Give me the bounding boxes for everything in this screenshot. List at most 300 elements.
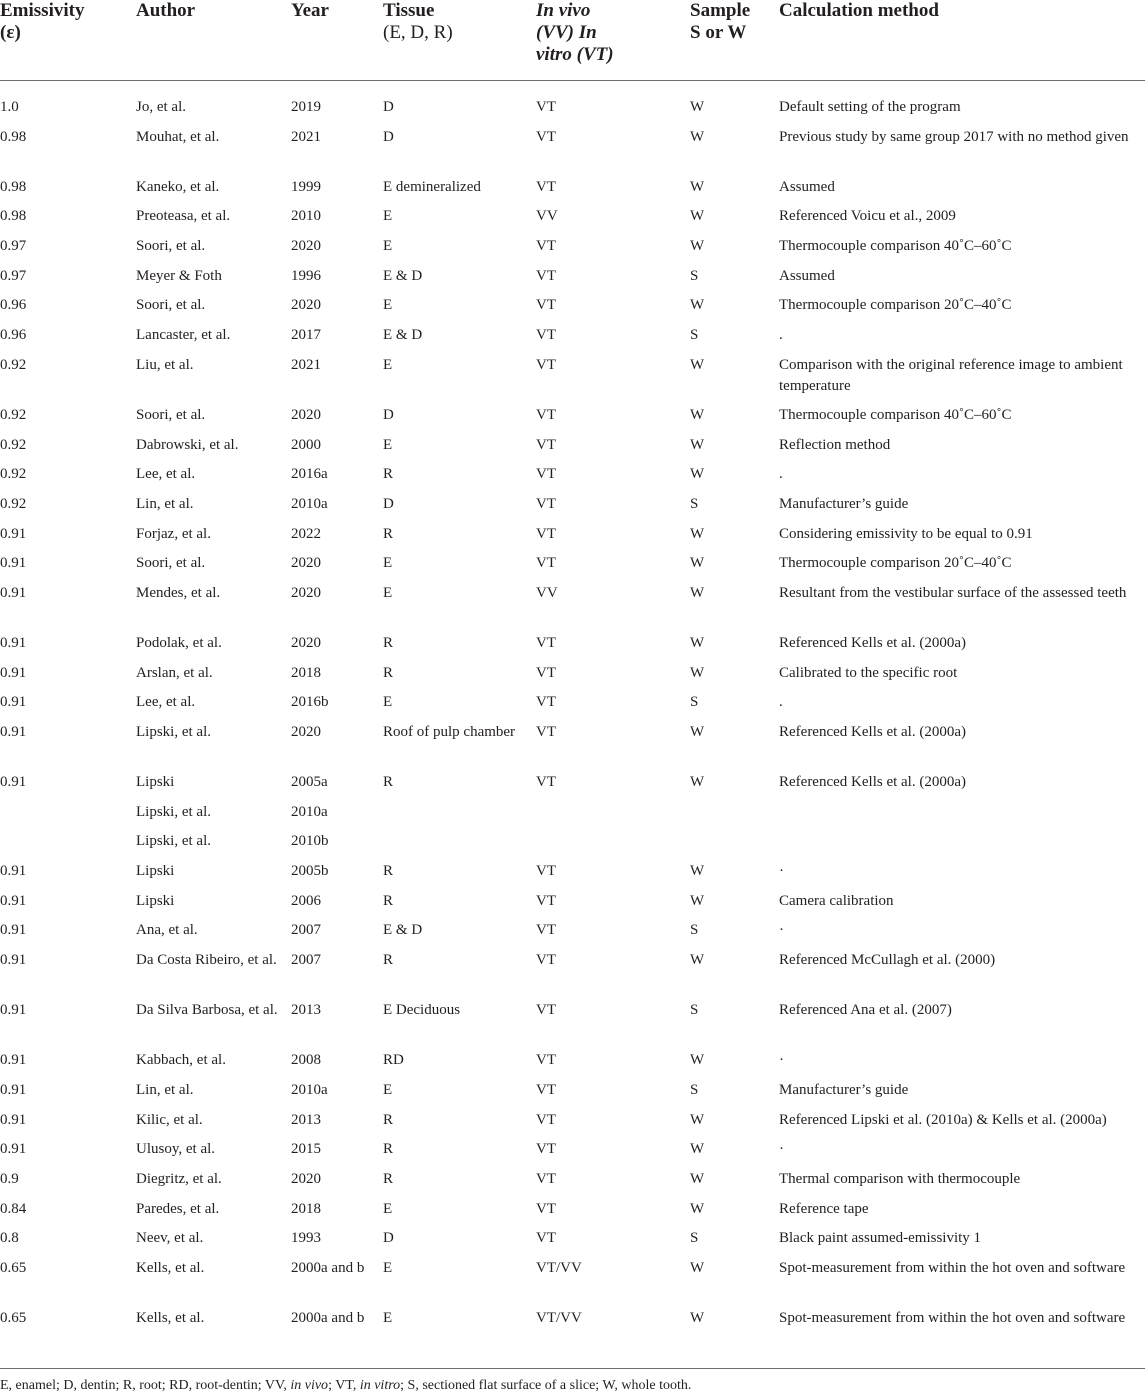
cell-invivo-invitro: VT [536,327,556,344]
cell-tissue: D [383,495,394,512]
table-row [0,891,1145,921]
header-calculation-method: Calculation method [779,0,1145,81]
table-row [0,831,1145,861]
cell-emissivity: 1.0 [0,99,19,115]
cell-year: 2010a [291,1081,328,1098]
cell-year: 2000a and b [291,1308,383,1369]
cell-emissivity [0,802,136,832]
cell-invivo-invitro: VT [536,238,556,255]
cell-author: Lancaster, et al. [136,327,231,344]
cell-invivo-invitro: VT [536,952,556,969]
cell-invivo-invitro: VT [536,724,556,740]
cell-author: Kabbach, et al. [136,1052,226,1069]
cell-year: 2020 [291,724,321,740]
cell-invivo-invitro: VT [536,1002,556,1019]
cell-calculation-method: . [779,466,783,483]
cell-invivo-invitro: VT [536,774,556,790]
cell-calculation-method [779,802,1145,832]
cell-year: 2000a and b [291,1259,365,1276]
cell-author: Lin, et al. [136,495,194,512]
cell-calculation-method [779,831,1145,861]
cell-year: 2007 [291,922,321,939]
cell-sample: W [690,892,705,909]
cell-sample: S [690,267,699,284]
cell-author: Forjaz, et al. [136,525,211,542]
cell-year: 2022 [291,525,321,542]
cell-sample: W [690,724,705,740]
cell-sample [690,802,779,832]
table-row [0,81,1145,127]
cell-invivo-invitro: VT [536,664,556,681]
cell-tissue: R [383,525,394,542]
cell-invivo-invitro: VT [536,863,556,880]
table-row [0,405,1145,435]
cell-author: Lipski [136,774,175,790]
header-row [0,0,1145,81]
cell-calculation-method: Comparison with the original reference image to ambient temperature [779,356,1123,394]
cell-author: Diegritz, et al. [136,1170,222,1187]
cell-tissue [383,802,536,832]
cell-author: Mouhat, et al. [136,128,220,145]
cell-calculation-method: Manufacturer’s guide [779,1081,909,1098]
cell-year: 1996 [291,267,321,284]
cell-sample: W [690,99,705,115]
cell-author: Soori, et al. [136,406,206,423]
cell-tissue: R [383,863,394,880]
cell-author: Paredes, et al. [136,1200,220,1217]
cell-calculation-method: Referenced McCullagh et al. (2000) [779,952,996,969]
cell-author: Ulusoy, et al. [136,1141,216,1158]
cell-author: Lin, et al. [136,1081,194,1098]
cell-year: 2020 [291,584,321,601]
cell-year: 2006 [291,892,321,909]
cell-year: 2000 [291,436,321,453]
cell-invivo-invitro: VT [536,634,556,651]
cell-year: 2019 [291,99,321,115]
cell-year: 2020 [291,297,321,314]
cell-sample: S [690,1230,699,1247]
cell-calculation-method: Spot-measurement from within the hot oven and software [779,1308,1145,1369]
cell-emissivity: 0.65 [0,1308,136,1369]
cell-tissue: D [383,128,394,145]
cell-invivo-invitro: VT [536,178,556,195]
cell-calculation-method: Reference tape [779,1200,869,1217]
cell-sample: W [690,436,705,453]
cell-invivo-invitro: VT [536,694,556,711]
cell-author: Podolak, et al. [136,634,222,651]
cell-sample: W [690,356,705,373]
cell-emissivity: 0.91 [0,892,27,909]
cell-tissue: E [383,1200,393,1217]
cell-sample: W [690,1052,705,1069]
cell-year: 2020 [291,406,321,423]
cell-invivo-invitro: VT [536,406,556,423]
cell-tissue: E & D [383,922,423,939]
table-row [0,127,1145,177]
cell-tissue: E demineralized [383,178,481,195]
cell-year: 2013 [291,1002,321,1019]
cell-author: Meyer & Foth [136,267,222,284]
cell-author: Jo, et al. [136,99,186,115]
cell-sample: S [690,327,699,344]
cell-sample: S [690,1002,699,1019]
cell-calculation-method: . [779,694,783,711]
cell-year: 2015 [291,1141,321,1158]
cell-invivo-invitro: VT [536,297,556,314]
cell-invivo-invitro: VT [536,555,556,572]
cell-calculation-method: Thermal comparison with thermocouple [779,1170,1021,1187]
cell-year: 2016a [291,466,328,483]
cell-author: Kells, et al. [136,1259,205,1276]
cell-year: 2008 [291,1052,321,1069]
cell-tissue: E Deciduous [383,1002,461,1019]
cell-invivo-invitro [536,831,690,861]
table-row [0,861,1145,891]
cell-invivo-invitro: VT [536,1200,556,1217]
cell-tissue: E [383,555,393,572]
cell-tissue: E [383,297,393,314]
cell-invivo-invitro: VT [536,892,556,909]
cell-emissivity: 0.91 [0,694,27,711]
cell-sample: W [690,466,705,483]
cell-year: 2018 [291,1200,321,1217]
cell-tissue: D [383,1230,394,1247]
table-row [0,524,1145,554]
cell-year: 2010 [291,208,321,225]
table-body [0,81,1145,1369]
cell-tissue [383,831,536,861]
footnote-part: ; S, sectioned flat surface of a slice; W, whole tooth. [400,1377,692,1393]
cell-author: Arslan, et al. [136,664,213,681]
cell-invivo-invitro: VT [536,1081,556,1098]
cell-invivo-invitro: VT [536,267,556,284]
footnote-part: ; VT, [328,1377,360,1393]
cell-tissue: E [383,356,393,373]
table-row [0,1228,1145,1258]
cell-sample [690,831,779,861]
cell-tissue: R [383,952,394,969]
cell-year: 2017 [291,327,321,344]
cell-year: 2010a [291,803,328,820]
cell-emissivity: 0.92 [0,406,27,423]
cell-author: Ana, et al. [136,922,198,939]
cell-year: 2007 [291,952,321,969]
cell-emissivity: 0.91 [0,952,27,969]
cell-tissue: R [383,664,394,681]
table-row [0,206,1145,236]
cell-year: 2005b [291,863,329,880]
cell-emissivity: 0.96 [0,297,27,314]
cell-tissue: R [383,1170,394,1187]
cell-author: Lipski, et al. [136,724,211,740]
cell-emissivity: 0.98 [0,208,27,225]
cell-year: 2018 [291,664,321,681]
cell-tissue: D [383,99,394,115]
header-author: Author [136,0,291,81]
cell-calculation-method: Referenced Kells et al. (2000a) [779,774,966,790]
table-row [0,692,1145,722]
table-row [0,1258,1145,1308]
table-row [0,435,1145,465]
cell-year: 2010a [291,495,328,512]
cell-emissivity: 0.91 [0,634,27,651]
cell-emissivity: 0.91 [0,922,27,939]
cell-emissivity: 0.91 [0,1002,27,1019]
cell-author: Kaneko, et al. [136,178,220,195]
cell-author: Lee, et al. [136,694,196,711]
cell-year: 2020 [291,238,321,255]
cell-sample: W [690,1259,705,1276]
cell-sample: S [690,922,699,939]
cell-sample: W [690,863,705,880]
cell-author: Lipski, et al. [136,803,211,820]
cell-emissivity [0,831,136,861]
cell-sample: W [690,1141,705,1158]
cell-calculation-method: Spot-measurement from within the hot oven and software [779,1259,1126,1276]
cell-year: 2020 [291,1170,321,1187]
cell-calculation-method: Thermocouple comparison 40˚C–60˚C [779,238,1012,255]
cell-sample: W [690,525,705,542]
cell-calculation-method: Referenced Ana et al. (2007) [779,1002,952,1019]
cell-year: 2020 [291,634,321,651]
cell-sample: W [690,297,705,314]
footnote-part: in vivo [290,1377,329,1393]
table-row [0,772,1145,802]
table-row [0,1110,1145,1140]
cell-year: 2005a [291,774,328,790]
cell-invivo-invitro: VT [536,1230,556,1247]
cell-sample: W [690,1111,705,1128]
table-row [0,494,1145,524]
cell-tissue: E [383,208,393,225]
table-row [0,266,1145,296]
cell-sample: W [690,178,705,195]
footnote-part: E, enamel; D, dentin; R, root; RD, root-dentin; VV, [0,1377,291,1393]
cell-emissivity: 0.97 [0,238,27,255]
cell-emissivity: 0.92 [0,495,27,512]
cell-tissue: D [383,406,394,423]
cell-year: 2013 [291,1111,321,1128]
table-row [0,920,1145,950]
table-row [0,722,1145,772]
cell-author: Kilic, et al. [136,1111,203,1128]
cell-sample: W [690,1170,705,1187]
cell-emissivity: 0.91 [0,525,27,542]
cell-sample: W [690,238,705,255]
cell-calculation-method: Referenced Lipski et al. (2010a) & Kells et al. (2000a) [779,1111,1107,1128]
cell-invivo-invitro: VV [536,584,558,601]
table-row [0,663,1145,693]
cell-invivo-invitro [536,802,690,832]
header-sample: Sample S or W [690,0,779,81]
cell-tissue: R [383,1111,394,1128]
cell-tissue: E & D [383,267,423,284]
cell-tissue: E [383,1259,393,1276]
cell-invivo-invitro: VT [536,1111,556,1128]
table-row [0,1000,1145,1050]
cell-year: 1993 [291,1230,321,1247]
cell-calculation-method: Referenced Kells et al. (2000a) [779,634,966,651]
cell-year: 1999 [291,178,321,195]
cell-tissue: R [383,466,394,483]
cell-emissivity: 0.8 [0,1230,19,1247]
cell-calculation-method: Black paint assumed-emissivity 1 [779,1230,982,1247]
table-row [0,177,1145,207]
header-emissivity: Emissivity (ε) [0,0,136,81]
table-row [0,1050,1145,1080]
cell-emissivity: 0.91 [0,664,27,681]
cell-emissivity: 0.91 [0,1052,27,1069]
table-row [0,1080,1145,1110]
cell-tissue: E [383,694,393,711]
table-row [0,325,1145,355]
table-row [0,355,1145,405]
cell-sample: S [690,1081,699,1098]
cell-invivo-invitro: VT [536,525,556,542]
cell-invivo-invitro: VT [536,1052,556,1069]
cell-sample: W [690,774,705,790]
cell-tissue: E [383,238,393,255]
cell-emissivity: 0.92 [0,466,27,483]
cell-invivo-invitro: VT [536,356,556,373]
cell-emissivity: 0.91 [0,1081,27,1098]
cell-author: Lipski [136,892,175,909]
table-row [0,583,1145,633]
cell-sample: W [690,952,705,969]
cell-emissivity: 0.96 [0,327,27,344]
cell-emissivity: 0.65 [0,1259,27,1276]
cell-author: Lipski [136,863,175,880]
header-tissue: Tissue (E, D, R) [383,0,536,81]
cell-calculation-method: · [779,922,784,939]
cell-sample: S [690,495,699,512]
cell-invivo-invitro: VT [536,922,556,939]
cell-sample: W [690,1308,779,1369]
cell-author: Da Costa Ribeiro, et al. [136,952,277,969]
cell-year: 2016b [291,694,329,711]
cell-tissue: E [383,1081,393,1098]
cell-sample: W [690,664,705,681]
cell-invivo-invitro: VT [536,1141,556,1158]
cell-calculation-method: Thermocouple comparison 40˚C–60˚C [779,406,1012,423]
cell-calculation-method: · [779,1052,784,1069]
cell-sample: W [690,634,705,651]
table-row [0,1199,1145,1229]
cell-invivo-invitro: VT [536,128,556,145]
cell-author: Kells, et al. [136,1308,291,1369]
cell-tissue: R [383,774,394,790]
cell-calculation-method: Default setting of the program [779,99,961,115]
cell-invivo-invitro: VT/VV [536,1308,690,1369]
table-row [0,553,1145,583]
cell-emissivity: 0.91 [0,863,27,880]
cell-author: Soori, et al. [136,238,206,255]
cell-emissivity: 0.97 [0,267,27,284]
cell-calculation-method: Thermocouple comparison 20˚C–40˚C [779,555,1012,572]
table-row [0,1169,1145,1199]
cell-tissue: R [383,634,394,651]
cell-calculation-method: Thermocouple comparison 20˚C–40˚C [779,297,1012,314]
cell-calculation-method: Manufacturer’s guide [779,495,909,512]
cell-sample: W [690,406,705,423]
cell-calculation-method: Referenced Kells et al. (2000a) [779,724,966,740]
cell-calculation-method: Previous study by same group 2017 with no method given [779,128,1129,145]
cell-tissue: E [383,436,393,453]
table-row [0,950,1145,1000]
cell-calculation-method: · [779,1141,784,1158]
table-header [0,0,1145,81]
cell-tissue: RD [383,1052,404,1069]
cell-calculation-method: Calibrated to the specific root [779,664,958,681]
cell-tissue: R [383,892,394,909]
cell-invivo-invitro: VV [536,208,558,225]
cell-calculation-method: Assumed [779,267,835,284]
cell-tissue: E [383,584,393,601]
cell-calculation-method: Referenced Voicu et al., 2009 [779,208,956,225]
cell-year: 2020 [291,555,321,572]
cell-calculation-method: Considering emissivity to be equal to 0.91 [779,525,1033,542]
cell-author: Dabrowski, et al. [136,436,239,453]
cell-calculation-method: Assumed [779,178,835,195]
cell-author: Mendes, et al. [136,584,221,601]
cell-tissue: E & D [383,327,423,344]
cell-invivo-invitro: VT/VV [536,1259,582,1276]
cell-emissivity: 0.98 [0,128,27,145]
cell-emissivity: 0.98 [0,178,27,195]
cell-author: Lee, et al. [136,466,196,483]
cell-author: Liu, et al. [136,356,194,373]
table-row [0,295,1145,325]
cell-author: Lipski, et al. [136,833,211,850]
cell-sample: S [690,694,699,711]
cell-author: Neev, et al. [136,1230,204,1247]
cell-sample: W [690,584,705,601]
cell-sample: W [690,1200,705,1217]
table-row [0,633,1145,663]
table-row [0,1308,1145,1369]
cell-emissivity: 0.92 [0,436,27,453]
table-row [0,236,1145,266]
cell-author: Preoteasa, et al. [136,208,231,225]
cell-emissivity: 0.84 [0,1200,27,1217]
cell-calculation-method: · [779,863,784,880]
table-footnote [0,1369,1145,1395]
cell-author: Soori, et al. [136,555,206,572]
footnote-part: in vitro [359,1377,401,1393]
cell-calculation-method: Reflection method [779,436,891,453]
cell-year: 2021 [291,356,321,373]
cell-emissivity: 0.9 [0,1170,19,1187]
cell-tissue: Roof of pulp chamber [383,724,516,740]
cell-calculation-method: . [779,327,783,344]
header-year: Year [291,0,383,81]
table-row [0,1139,1145,1169]
cell-author: Soori, et al. [136,297,206,314]
cell-emissivity: 0.91 [0,1111,27,1128]
cell-emissivity: 0.92 [0,356,27,373]
header-invivo-invitro: In vivo (VV) In vitro (VT) [536,0,690,81]
cell-invivo-invitro: VT [536,1170,556,1187]
cell-invivo-invitro: VT [536,466,556,483]
cell-author: Da Silva Barbosa, et al. [136,1002,278,1019]
cell-sample: W [690,208,705,225]
cell-tissue: E [383,1308,536,1369]
cell-invivo-invitro: VT [536,495,556,512]
cell-year: 2021 [291,128,321,145]
cell-emissivity: 0.91 [0,1141,27,1158]
cell-emissivity: 0.91 [0,555,27,572]
cell-year: 2010b [291,833,329,850]
